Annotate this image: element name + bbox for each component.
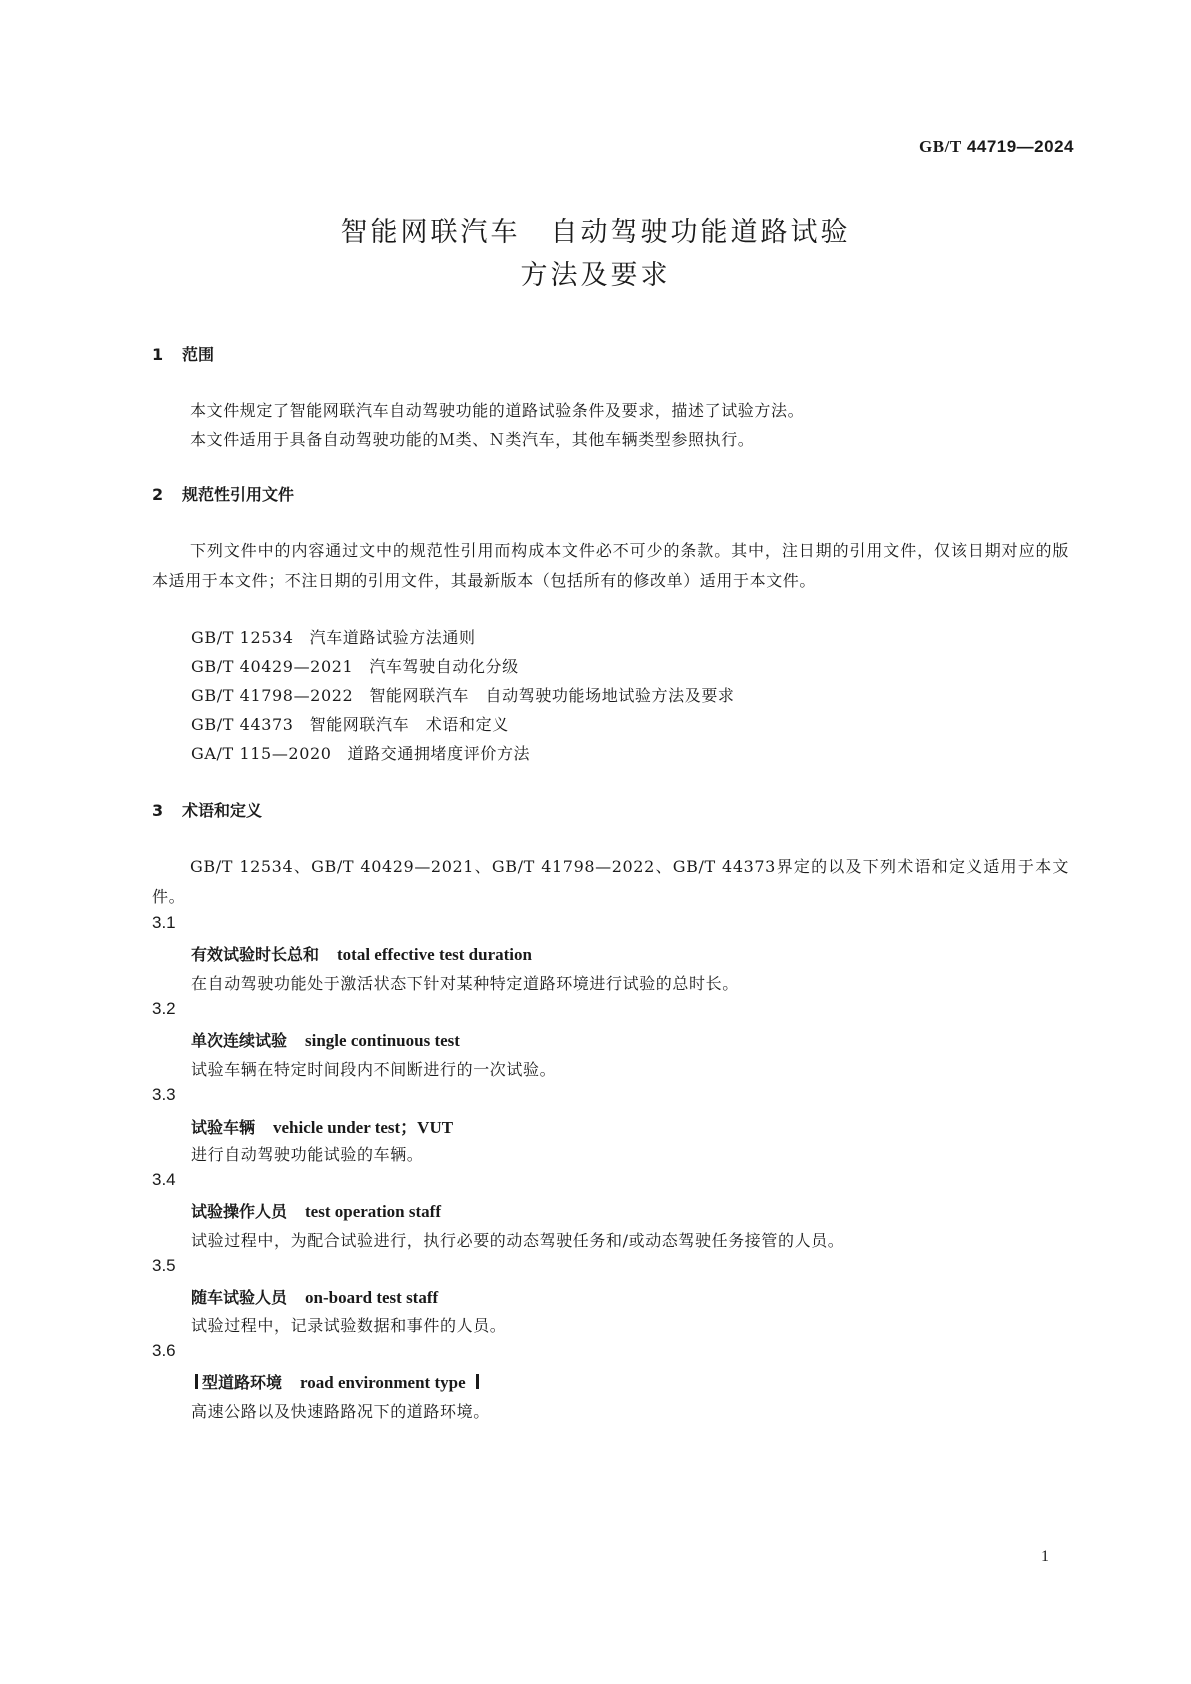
term-name	[191, 1113, 453, 1138]
term-definition: 高速公路以及快速路路况下的道路环境。	[191, 1402, 490, 1421]
reference-title: 道路交通拥堵度评价方法	[347, 744, 531, 763]
term-name-en: road environment type	[300, 1373, 466, 1392]
reference-code: GB/T 41798—2022	[191, 686, 354, 705]
term-name-en: on-board test staff	[305, 1288, 439, 1307]
term-number: 3.5	[152, 1256, 176, 1275]
section-2-intro: 下列文件中的内容通过文中的规范性引用而构成本文件必不可少的条款。其中，注日期的引用文件，仅该日期对应的版本适用于本文件；不注日期的引用文件，其最新版本（包括所有的修改单）适用于本文件。	[152, 541, 1069, 590]
section-1-paragraph-1: 本文件规定了智能网联汽车自动驾驶功能的道路试验条件及要求，描述了试验方法。	[190, 401, 805, 420]
section-number: 3	[152, 801, 164, 820]
term-name	[191, 1370, 483, 1393]
reference-item	[191, 654, 519, 677]
term-name-zh: 有效试验时长总和	[191, 945, 320, 964]
term-name-en: test operation staff	[305, 1202, 441, 1221]
document-title-line-1: 智能网联汽车 自动驾驶功能道路试验	[340, 217, 851, 248]
reference-code: GB/T 12534	[191, 628, 294, 647]
term-definition: 在自动驾驶功能处于激活状态下针对某种特定道路环境进行试验的总时长。	[191, 974, 739, 993]
term-number: 3.1	[152, 913, 176, 932]
document-code-number: 44719—2024	[966, 137, 1074, 156]
page-number: 1	[1041, 1548, 1049, 1565]
document-code-prefix: GB/T	[919, 137, 962, 156]
section-number: 1	[152, 345, 164, 364]
roman-numeral-one-mark	[476, 1374, 479, 1389]
reference-code: GA/T 115—2020	[191, 744, 332, 763]
section-title: 范围	[182, 345, 215, 364]
term-name-en: total effective test duration	[337, 945, 532, 964]
term-number: 3.4	[152, 1170, 176, 1189]
reference-title: 智能网联汽车 自动驾驶功能场地试验方法及要求	[369, 686, 735, 705]
reference-title: 汽车驾驶自动化分级	[369, 657, 519, 676]
section-2-heading	[152, 482, 294, 505]
term-name-zh: 型道路环境	[202, 1373, 283, 1392]
roman-numeral-one-mark	[195, 1374, 198, 1389]
reference-item	[191, 741, 530, 764]
reference-item	[191, 712, 509, 735]
section-3-intro: GB/T 12534、GB/T 40429—2021、GB/T 41798—2022、GB/T 44373界定的以及下列术语和定义适用于本文件。	[152, 857, 1069, 906]
term-name-en: single continuous test	[305, 1031, 460, 1050]
term-definition: 试验过程中，为配合试验进行，执行必要的动态驾驶任务和/或动态驾驶任务接管的人员。	[191, 1231, 845, 1250]
section-1-heading	[152, 342, 214, 365]
term-name-zh: 试验操作人员	[191, 1202, 288, 1221]
term-definition: 试验过程中，记录试验数据和事件的人员。	[191, 1316, 507, 1335]
term-name	[191, 1199, 441, 1222]
term-name-en: vehicle under test；VUT	[273, 1118, 454, 1137]
term-name-zh: 试验车辆	[191, 1118, 256, 1137]
term-number: 3.3	[152, 1085, 176, 1104]
reference-code: GB/T 40429—2021	[191, 657, 354, 676]
term-definition: 进行自动驾驶功能试验的车辆。	[191, 1145, 424, 1164]
section-title: 术语和定义	[182, 801, 263, 820]
reference-code: GB/T 44373	[191, 715, 294, 734]
term-name-zh: 随车试验人员	[191, 1288, 288, 1307]
document-code	[919, 137, 1074, 157]
section-title: 规范性引用文件	[182, 485, 295, 504]
reference-title: 汽车道路试验方法通则	[309, 628, 476, 647]
section-number: 2	[152, 485, 164, 504]
reference-title: 智能网联汽车 术语和定义	[309, 715, 509, 734]
reference-item	[191, 625, 476, 648]
term-name-zh: 单次连续试验	[191, 1031, 288, 1050]
term-name	[191, 1285, 438, 1308]
term-number: 3.6	[152, 1341, 176, 1360]
document-title-line-2: 方法及要求	[520, 260, 671, 291]
term-definition: 试验车辆在特定时间段内不间断进行的一次试验。	[191, 1060, 557, 1079]
term-name	[191, 1028, 460, 1051]
term-name	[191, 942, 532, 965]
section-3-heading	[152, 798, 262, 821]
reference-item	[191, 683, 735, 706]
term-number: 3.2	[152, 999, 176, 1018]
section-1-paragraph-2: 本文件适用于具备自动驾驶功能的Ｍ类、Ｎ类汽车，其他车辆类型参照执行。	[190, 430, 755, 449]
